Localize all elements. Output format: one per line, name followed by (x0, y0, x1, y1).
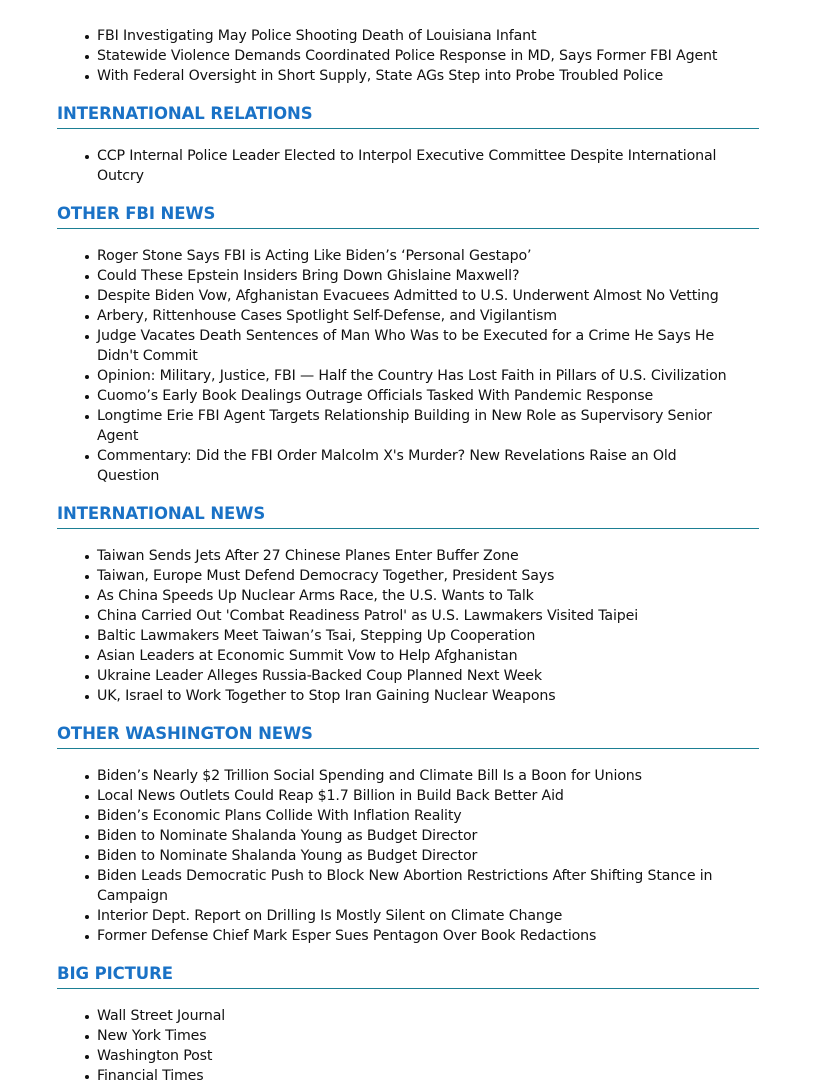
section-heading: INTERNATIONAL NEWS (57, 504, 759, 529)
list-item[interactable]: Interior Dept. Report on Drilling Is Mostly Silent on Climate Change (97, 906, 759, 926)
section-heading: OTHER WASHINGTON NEWS (57, 724, 759, 749)
list-item[interactable]: Former Defense Chief Mark Esper Sues Pentagon Over Book Redactions (97, 926, 759, 946)
section-heading: INTERNATIONAL RELATIONS (57, 104, 759, 129)
list-item[interactable]: Could These Epstein Insiders Bring Down Ghislaine Maxwell? (97, 266, 759, 286)
list-item[interactable]: Biden to Nominate Shalanda Young as Budget Director (97, 846, 759, 866)
list-item[interactable]: Commentary: Did the FBI Order Malcolm X's Murder? New Revelations Raise an Old Question (97, 446, 759, 486)
list-item[interactable]: Wall Street Journal (97, 1006, 759, 1026)
section-big-picture (57, 964, 759, 1086)
news-list (57, 246, 759, 486)
list-item[interactable]: Asian Leaders at Economic Summit Vow to Help Afghanistan (97, 646, 759, 666)
news-list (57, 146, 759, 186)
list-item[interactable]: China Carried Out 'Combat Readiness Patrol' as U.S. Lawmakers Visited Taipei (97, 606, 759, 626)
news-list (57, 546, 759, 706)
list-item[interactable]: Biden’s Nearly $2 Trillion Social Spending and Climate Bill Is a Boon for Unions (97, 766, 759, 786)
list-item[interactable]: Statewide Violence Demands Coordinated Police Response in MD, Says Former FBI Agent (97, 46, 759, 66)
list-item[interactable]: Opinion: Military, Justice, FBI — Half the Country Has Lost Faith in Pillars of U.S. Civilization (97, 366, 759, 386)
list-item[interactable]: UK, Israel to Work Together to Stop Iran Gaining Nuclear Weapons (97, 686, 759, 706)
list-item[interactable]: Taiwan, Europe Must Defend Democracy Together, President Says (97, 566, 759, 586)
list-item[interactable]: Longtime Erie FBI Agent Targets Relationship Building in New Role as Supervisory Senior Agent (97, 406, 759, 446)
section-international-relations (57, 104, 759, 186)
list-item[interactable]: Baltic Lawmakers Meet Taiwan’s Tsai, Stepping Up Cooperation (97, 626, 759, 646)
list-item[interactable]: CCP Internal Police Leader Elected to Interpol Executive Committee Despite International Outcry (97, 146, 759, 186)
top-news-list (57, 26, 759, 86)
list-item[interactable]: Ukraine Leader Alleges Russia-Backed Coup Planned Next Week (97, 666, 759, 686)
list-item[interactable]: Arbery, Rittenhouse Cases Spotlight Self-Defense, and Vigilantism (97, 306, 759, 326)
news-list (57, 1006, 759, 1086)
news-list (57, 766, 759, 946)
list-item[interactable]: Local News Outlets Could Reap $1.7 Billion in Build Back Better Aid (97, 786, 759, 806)
section-other-washington-news (57, 724, 759, 946)
list-item[interactable]: Biden Leads Democratic Push to Block New Abortion Restrictions After Shifting Stance in Campaign (97, 866, 759, 906)
section-other-fbi-news (57, 204, 759, 486)
section-heading: BIG PICTURE (57, 964, 759, 989)
list-item[interactable]: Taiwan Sends Jets After 27 Chinese Planes Enter Buffer Zone (97, 546, 759, 566)
list-item[interactable]: FBI Investigating May Police Shooting Death of Louisiana Infant (97, 26, 759, 46)
section-heading: OTHER FBI NEWS (57, 204, 759, 229)
list-item[interactable]: New York Times (97, 1026, 759, 1046)
section-international-news (57, 504, 759, 706)
list-item[interactable]: As China Speeds Up Nuclear Arms Race, the U.S. Wants to Talk (97, 586, 759, 606)
list-item[interactable]: Roger Stone Says FBI is Acting Like Biden’s ‘Personal Gestapo’ (97, 246, 759, 266)
list-item[interactable]: Biden to Nominate Shalanda Young as Budget Director (97, 826, 759, 846)
list-item[interactable]: Washington Post (97, 1046, 759, 1066)
list-item[interactable]: Despite Biden Vow, Afghanistan Evacuees Admitted to U.S. Underwent Almost No Vetting (97, 286, 759, 306)
list-item[interactable]: Financial Times (97, 1066, 759, 1086)
list-item[interactable]: Judge Vacates Death Sentences of Man Who Was to be Executed for a Crime He Says He Didn't Commit (97, 326, 759, 366)
list-item[interactable]: Biden’s Economic Plans Collide With Inflation Reality (97, 806, 759, 826)
list-item[interactable]: With Federal Oversight in Short Supply, State AGs Step into Probe Troubled Police (97, 66, 759, 86)
list-item[interactable]: Cuomo’s Early Book Dealings Outrage Officials Tasked With Pandemic Response (97, 386, 759, 406)
